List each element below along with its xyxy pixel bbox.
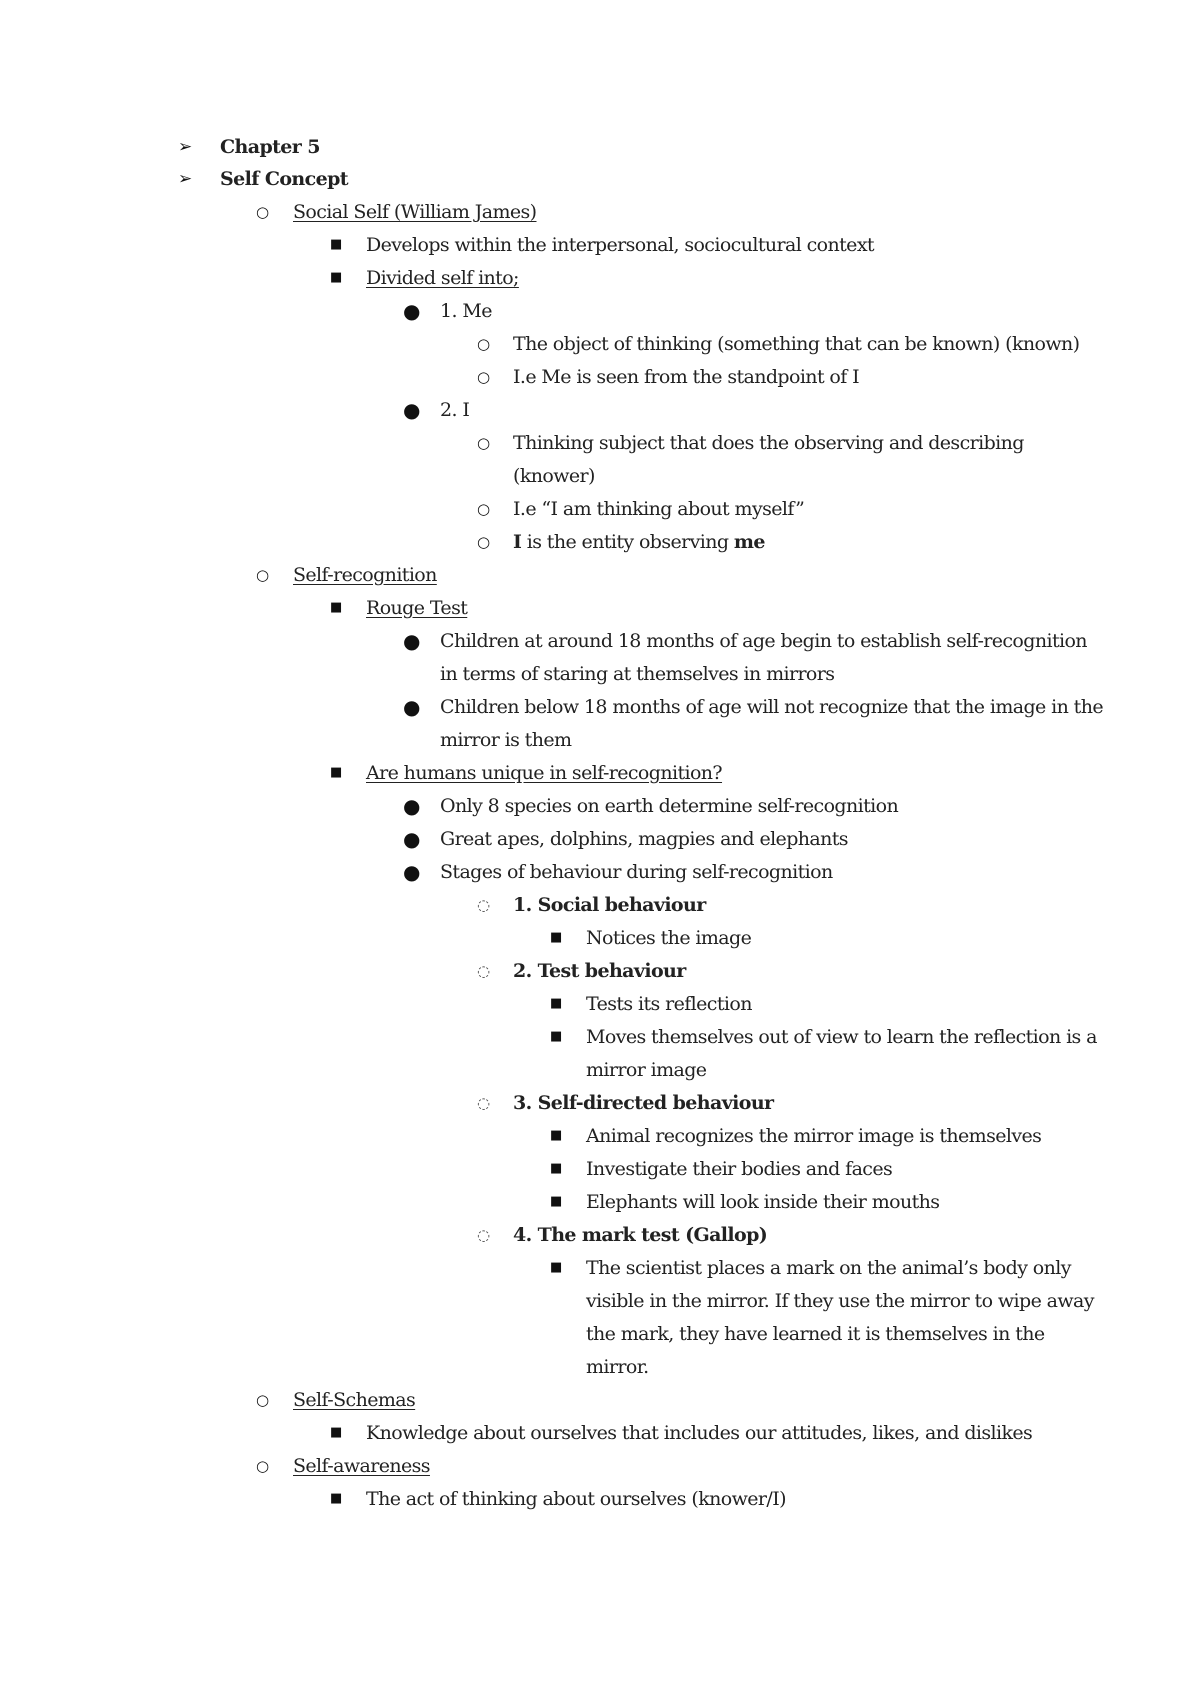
section-heading: Self Concept [220, 168, 348, 190]
list-item: The act of thinking about ourselves (knower/I) [366, 1488, 786, 1510]
subheading: Self-awareness [293, 1455, 430, 1477]
list-item-continuation: the mark, they have learned it is themselves in the [586, 1323, 1045, 1345]
list-item: Rouge Test [366, 597, 468, 619]
list-item: Notices the image [586, 927, 752, 949]
square-bullet-icon: ■ [550, 1029, 562, 1044]
subheading: Self-Schemas [293, 1389, 416, 1411]
dotted-circle-bullet-icon: ◌ [477, 1094, 490, 1112]
square-bullet-icon: ■ [330, 600, 342, 615]
circle-bullet-icon: ○ [256, 566, 269, 584]
list-item: Children at around 18 months of age begin to establish self-recognition [440, 630, 1087, 652]
list-item: Thinking subject that does the observing and describing [513, 432, 1024, 454]
list-item: Develops within the interpersonal, sociocultural context [366, 234, 874, 256]
square-bullet-icon: ■ [330, 1491, 342, 1506]
circle-bullet-icon: ○ [477, 368, 490, 386]
circle-bullet-icon: ○ [477, 335, 490, 353]
circle-bullet-icon: ○ [256, 203, 269, 221]
list-item-continuation: mirror image [586, 1059, 707, 1081]
list-item: 2. I [440, 399, 470, 421]
list-item: Moves themselves out of view to learn the reflection is a [586, 1026, 1097, 1048]
square-bullet-icon: ■ [550, 1260, 562, 1275]
dotted-circle-bullet-icon: ◌ [477, 962, 490, 980]
list-item-continuation: mirror. [586, 1356, 649, 1378]
dotted-circle-bullet-icon: ◌ [477, 1226, 490, 1244]
circle-bullet-icon: ○ [256, 1391, 269, 1409]
list-item: Knowledge about ourselves that includes our attitudes, likes, and dislikes [366, 1422, 1033, 1444]
list-item: Stages of behaviour during self-recognition [440, 861, 833, 883]
dot-bullet-icon: ● [403, 629, 420, 653]
list-item: Elephants will look inside their mouths [586, 1191, 940, 1213]
square-bullet-icon: ■ [330, 765, 342, 780]
square-bullet-icon: ■ [550, 1194, 562, 1209]
list-item: I.e Me is seen from the standpoint of I [513, 366, 860, 388]
subheading: Social Self (William James) [293, 201, 537, 223]
dot-bullet-icon: ● [403, 860, 420, 884]
dot-bullet-icon: ● [403, 398, 420, 422]
list-item: I.e “I am thinking about myself” [513, 498, 805, 520]
subheading: Self-recognition [293, 564, 437, 586]
square-bullet-icon: ■ [330, 237, 342, 252]
list-item-continuation: (knower) [513, 465, 595, 487]
list-item-continuation: mirror is them [440, 729, 572, 751]
square-bullet-icon: ■ [550, 1128, 562, 1143]
list-item: Tests its reflection [586, 993, 752, 1015]
square-bullet-icon: ■ [550, 1161, 562, 1176]
list-item: 1. Me [440, 300, 492, 322]
list-item: 4. The mark test (Gallop) [513, 1224, 768, 1246]
list-item: The scientist places a mark on the animal’s body only [586, 1257, 1071, 1279]
list-item: 1. Social behaviour [513, 894, 706, 916]
list-item: Great apes, dolphins, magpies and elephants [440, 828, 848, 850]
chapter-heading: Chapter 5 [220, 136, 320, 158]
square-bullet-icon: ■ [330, 270, 342, 285]
circle-bullet-icon: ○ [256, 1457, 269, 1475]
circle-bullet-icon: ○ [477, 434, 490, 452]
list-item: Investigate their bodies and faces [586, 1158, 893, 1180]
dot-bullet-icon: ● [403, 299, 420, 323]
dot-bullet-icon: ● [403, 827, 420, 851]
arrow-bullet-icon: ➢ [178, 137, 192, 157]
list-item: Children below 18 months of age will not recognize that the image in the [440, 696, 1104, 718]
list-item: 2. Test behaviour [513, 960, 686, 982]
square-bullet-icon: ■ [330, 1425, 342, 1440]
list-item-continuation: visible in the mirror. If they use the mirror to wipe away [586, 1290, 1094, 1312]
list-item: 3. Self-directed behaviour [513, 1092, 774, 1114]
list-item: Divided self into; [366, 267, 519, 289]
arrow-bullet-icon: ➢ [178, 169, 192, 189]
dot-bullet-icon: ● [403, 695, 420, 719]
list-item-continuation: in terms of staring at themselves in mirrors [440, 663, 835, 685]
dot-bullet-icon: ● [403, 794, 420, 818]
dotted-circle-bullet-icon: ◌ [477, 896, 490, 914]
list-item: Are humans unique in self-recognition? [366, 762, 723, 784]
square-bullet-icon: ■ [550, 930, 562, 945]
circle-bullet-icon: ○ [477, 500, 490, 518]
list-item: The object of thinking (something that can be known) (known) [513, 333, 1080, 355]
list-item: Only 8 species on earth determine self-recognition [440, 795, 899, 817]
list-item: I is the entity observing me [513, 531, 765, 553]
list-item: Animal recognizes the mirror image is themselves [586, 1125, 1042, 1147]
square-bullet-icon: ■ [550, 996, 562, 1011]
circle-bullet-icon: ○ [477, 533, 490, 551]
